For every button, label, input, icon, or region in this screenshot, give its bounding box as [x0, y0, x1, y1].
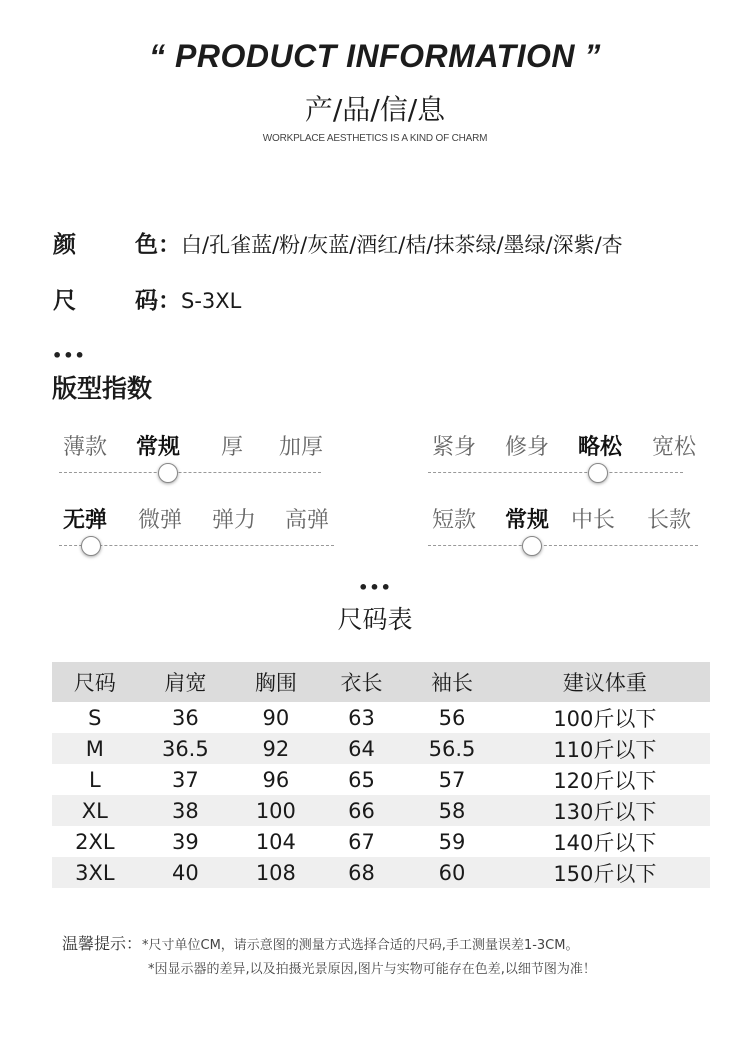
fit-option: 微弹 — [138, 508, 183, 533]
table-cell: 63 — [348, 705, 375, 730]
table-cell: 66 — [319, 795, 405, 826]
table-cell: 150斤以下 — [500, 857, 710, 888]
table-cell: 130斤以下 — [500, 795, 710, 826]
fit-scale-1 — [63, 430, 325, 490]
table-cell: 90 — [262, 705, 290, 730]
header-length: 衣长 — [319, 662, 405, 702]
title-chinese: 产/品/信/息 — [304, 93, 446, 126]
table-row — [52, 857, 710, 888]
header-shoulder: 肩宽 — [138, 662, 233, 702]
table-cell: 56.5 — [404, 733, 499, 764]
header-chest: 胸围 — [233, 662, 319, 702]
table-cell: 100斤以下 — [553, 706, 657, 731]
size-label-2: 码： — [135, 288, 181, 314]
size-value: S-3XL — [181, 289, 242, 313]
table-cell: 67 — [348, 829, 375, 854]
size-table-header — [52, 662, 710, 702]
table-cell: 60 — [404, 857, 499, 888]
size-label: 尺 — [53, 288, 76, 314]
table-cell: 36 — [171, 705, 199, 730]
table-cell: 38 — [138, 795, 233, 826]
header-weight: 建议体重 — [500, 662, 710, 702]
fit-option: 厚 — [221, 435, 244, 460]
fit-scale-knob — [81, 536, 101, 556]
table-row — [52, 764, 710, 795]
header-sleeve: 袖长 — [404, 662, 499, 702]
fit-scale-4 — [432, 503, 702, 563]
table-cell: 68 — [319, 857, 405, 888]
notes-text-2: *因显示器的差异,以及拍摄光景原因,图片与实物可能存在色差,以细节图为准！ — [148, 962, 596, 977]
fit-option: 短款 — [432, 508, 477, 533]
table-cell: 3XL — [52, 857, 138, 888]
table-cell: 96 — [262, 767, 290, 792]
fit-scale-line — [428, 472, 683, 473]
color-value: 白/孔雀蓝/粉/灰蓝/酒红/桔/抹茶绿/墨绿/深紫/杏 — [181, 233, 623, 257]
fit-dots: ••• — [52, 346, 86, 365]
notes-line1 — [62, 931, 578, 954]
table-cell: 110斤以下 — [500, 733, 710, 764]
table-cell: 36.5 — [138, 733, 233, 764]
table-cell: XL — [52, 795, 138, 826]
fit-scale-line — [59, 472, 321, 473]
fit-option-selected: 无弹 — [63, 508, 108, 533]
fit-scale-3 — [63, 503, 338, 563]
fit-option-selected: 常规 — [505, 508, 550, 533]
table-cell: 2XL — [75, 829, 115, 854]
size-table-title: 尺码表 — [337, 605, 413, 634]
table-cell: 92 — [233, 733, 319, 764]
table-cell: 120斤以下 — [553, 768, 657, 793]
table-cell: S — [88, 705, 102, 730]
table-cell: 64 — [319, 733, 405, 764]
table-row — [52, 702, 710, 733]
table-cell: 37 — [171, 767, 199, 792]
title-english: “ PRODUCT INFORMATION ” — [149, 38, 601, 74]
table-row — [52, 826, 710, 857]
fit-scale-knob — [522, 536, 542, 556]
table-cell: 140斤以下 — [553, 830, 657, 855]
color-label-2: 色： — [135, 232, 181, 258]
fit-option: 长款 — [647, 508, 692, 533]
table-cell: 58 — [404, 795, 499, 826]
fit-scale-line — [428, 545, 698, 546]
notes-label: 温馨提示： — [62, 934, 143, 953]
table-cell: M — [52, 733, 138, 764]
table-row — [52, 733, 710, 764]
fit-option-selected: 略松 — [578, 435, 623, 460]
fit-scale-knob — [588, 463, 608, 483]
color-label: 颜 — [53, 232, 76, 258]
subtitle: WORKPLACE AESTHETICS IS A KIND OF CHARM — [262, 133, 488, 144]
header-size: 尺码 — [52, 662, 138, 702]
fit-title: 版型指数 — [52, 374, 153, 403]
fit-scale-2 — [432, 430, 697, 490]
table-cell: 100 — [233, 795, 319, 826]
table-cell: 104 — [255, 829, 296, 854]
table-row — [52, 795, 710, 826]
notes-text-1: *尺寸单位CM，请示意图的测量方式选择合适的尺码,手工测量误差1-3CM。 — [142, 938, 579, 953]
table-cell: 65 — [348, 767, 375, 792]
fit-option: 弹力 — [212, 508, 257, 533]
table-cell: 108 — [233, 857, 319, 888]
fit-option: 修身 — [505, 435, 550, 460]
fit-scale-knob — [158, 463, 178, 483]
fit-option: 薄款 — [63, 435, 108, 460]
table-cell: L — [88, 767, 101, 792]
table-cell: 57 — [438, 767, 466, 792]
fit-option: 加厚 — [279, 435, 324, 460]
fit-option: 宽松 — [652, 435, 697, 460]
fit-option: 紧身 — [432, 435, 477, 460]
size-dots: ••• — [358, 578, 392, 597]
fit-option: 中长 — [571, 508, 616, 533]
table-cell: 39 — [171, 829, 199, 854]
table-cell: 40 — [138, 857, 233, 888]
fit-option-selected: 常规 — [136, 435, 181, 460]
table-cell: 59 — [438, 829, 466, 854]
table-cell: 56 — [438, 705, 466, 730]
fit-option: 高弹 — [285, 508, 330, 533]
size-table — [52, 662, 710, 888]
